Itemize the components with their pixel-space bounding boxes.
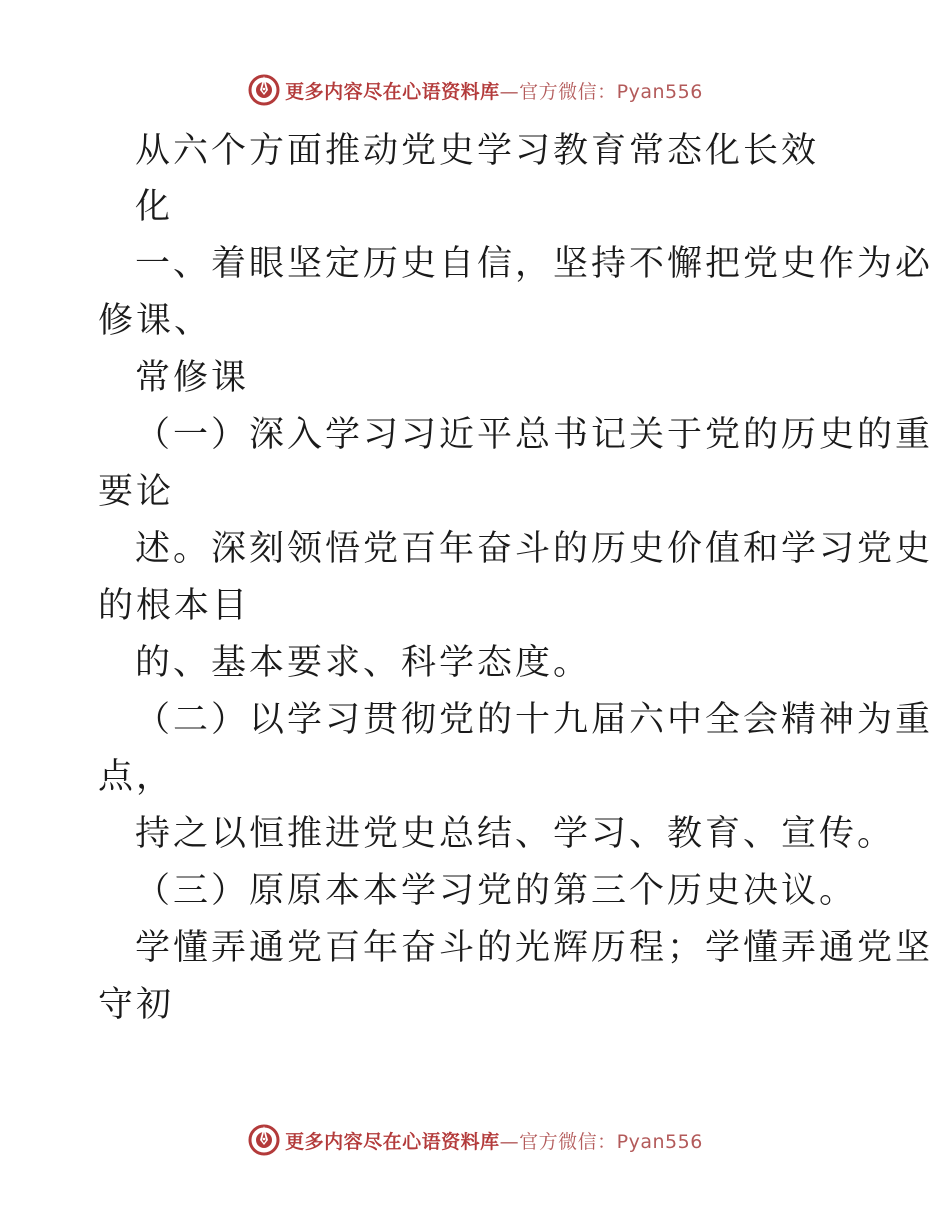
header-watermark [0,70,950,110]
doc-line: （三）原原本本学习党的第三个历史决议。 [135,871,858,911]
doc-line: 修课、 [98,301,213,341]
watermark-brand: 更多内容尽在心语资料库 [285,1130,500,1153]
watermark-text [285,77,703,104]
doc-title-line-1: 从六个方面推动党史学习教育常态化长效 [135,131,820,171]
footer-watermark [0,1120,950,1160]
watermark-brand: 更多内容尽在心语资料库 [285,80,500,103]
doc-line: （一）深入学习习近平总书记关于党的历史的重 [135,415,934,455]
doc-line: 一、着眼坚定历史自信，坚持不懈把党史作为必 [135,244,934,284]
watermark-contact: —官方微信：Pyan556 [499,80,703,103]
doc-line: 学懂弄通党百年奋斗的光辉历程；学懂弄通党坚 [135,928,934,968]
doc-line: 要论 [98,472,175,512]
doc-title-line-2: 化 [135,187,174,227]
pen-nib-circle-icon [247,1123,281,1157]
doc-line: 守初 [98,985,175,1025]
doc-line: 述。深刻领悟党百年奋斗的历史价值和学习党史 [135,529,934,569]
doc-line: 点， [98,757,175,797]
doc-line: 持之以恒推进党史总结、学习、教育、宣传。 [135,814,896,854]
doc-line: （二）以学习贯彻党的十九届六中全会精神为重 [135,700,934,740]
doc-line: 常修课 [135,358,250,398]
doc-line: 的根本目 [98,586,251,626]
watermark-text [285,1127,703,1154]
watermark-contact: —官方微信：Pyan556 [499,1130,703,1153]
pen-nib-circle-icon [247,73,281,107]
doc-line: 的、基本要求、科学态度。 [135,643,592,683]
